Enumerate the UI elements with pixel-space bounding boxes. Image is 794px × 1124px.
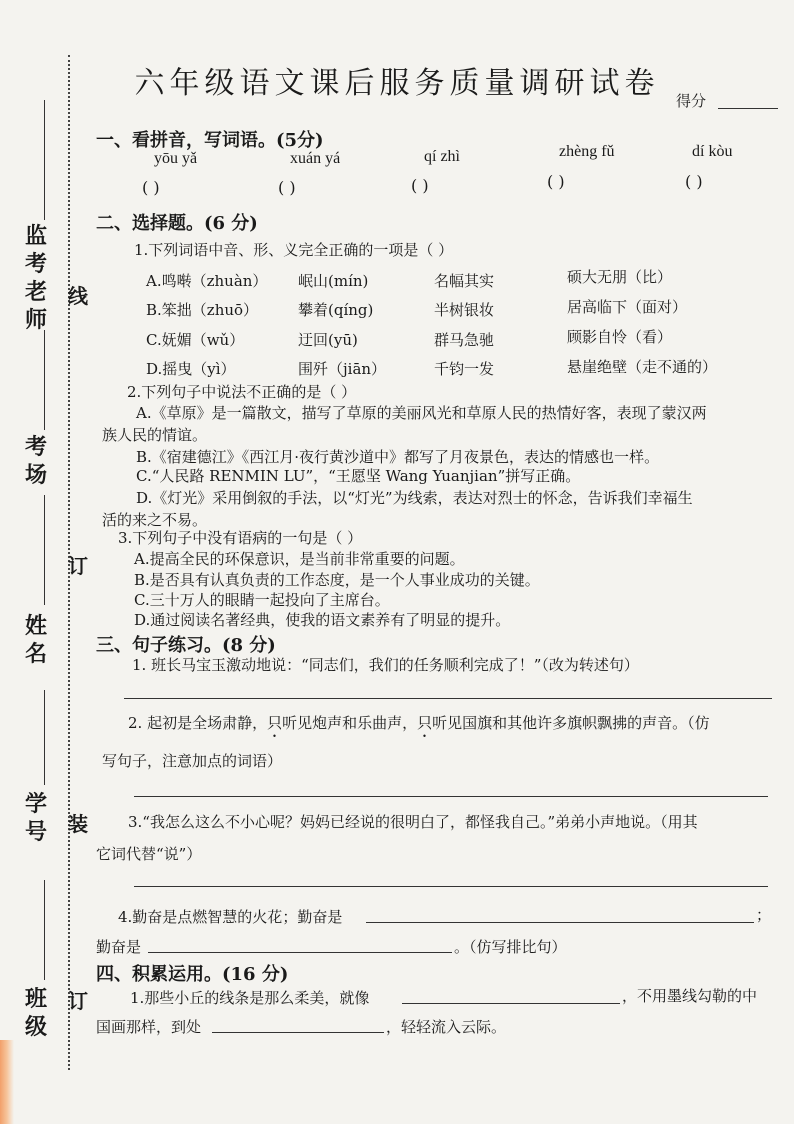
q2-1-d-1: D.摇曳（yì） (146, 360, 236, 378)
q4-1-line1-end: ，不用墨线勾勒的中 (622, 987, 758, 1005)
q2-1-d-4: 悬崖绝壁（走不通的） (567, 358, 718, 376)
q2-2-c: C.“人民路 RENMIN LU”，“王愿坚 Wang Yuanjian”拼写正确。 (136, 467, 581, 485)
q4-1-line2-start: 国画那样，到处 (96, 1018, 202, 1036)
q3-1-answer-line[interactable] (124, 698, 772, 699)
q3-1-text: 1. 班长马宝玉激动地说：“同志们，我们的任务顺利完成了！”（改为转述句） (132, 656, 639, 674)
score-line (718, 108, 778, 109)
q2-1-b-2: 攀着(qíng) (298, 301, 374, 319)
page-edge-shadow (0, 1040, 14, 1124)
q2-3-a: A.提高全民的环保意识，是当前非常重要的问题。 (134, 550, 465, 568)
q4-1-line2-end: ，轻轻流入云际。 (386, 1018, 507, 1036)
q2-1-c-1: C.妩媚（wǔ） (146, 331, 245, 349)
q2-1-c-4: 顾影自怜（看） (567, 328, 673, 346)
q4-1-line1-start: 1.那些小丘的线条是那么柔美，就像 (130, 989, 370, 1007)
q2-1-a-4: 硕大无朋（比） (567, 268, 673, 286)
q2-3-c: C.三十万人的眼睛一起投向了主席台。 (134, 591, 390, 609)
q4-1-blank-1[interactable] (402, 1003, 620, 1004)
q2-1-c-3: 群马急驰 (434, 331, 495, 349)
emphasis-char-1: 只 (267, 714, 283, 732)
binding-mark-ding: 订 (68, 554, 88, 578)
invigilator-line (44, 100, 45, 220)
q3-3-line1: 3.“我怎么这么不小心呢？妈妈已经说的很明白了，都怪我自己。”弟弟小声地说。（用其 (128, 813, 698, 831)
binding-mark-ding-2: 订 (68, 989, 88, 1013)
q2-1-a-1: A.鸣啭（zhuàn） (146, 272, 268, 290)
q2-1-b-3: 半树银妆 (434, 301, 495, 319)
q2-2-d-line2: 活的来之不易。 (102, 511, 208, 529)
q2-1-b-4: 居高临下（面对） (567, 298, 688, 316)
q2-3-d: D.通过阅读名著经典，使我的语文素养有了明显的提升。 (134, 611, 511, 629)
student-id-line (44, 690, 45, 785)
answer-bracket-3[interactable]: ( ) (411, 176, 429, 195)
q2-1-d-3: 千钧一发 (434, 360, 495, 378)
q3-2-line2: 写句子，注意加点的词语） (102, 752, 283, 770)
q2-3-b: B.是否具有认真负责的工作态度，是一个人事业成功的关键。 (134, 571, 540, 589)
section2-heading: 二、选择题。(6 分) (96, 213, 258, 234)
q3-4-line1-start: 4.勤奋是点燃智慧的火花；勤奋是 (118, 908, 343, 926)
q3-4-blank-2[interactable] (148, 952, 452, 953)
q3-2-answer-line[interactable] (134, 796, 768, 797)
binding-mark-xian: 线 (68, 284, 88, 308)
q2-2-d-line1: D.《灯光》采用倒叙的手法，以“灯光”为线索，表达对烈士的怀念，告诉我们幸福生 (136, 489, 693, 507)
q2-3-stem: 3.下列句子中没有语病的一句是（ ） (118, 529, 363, 547)
section1-heading: 一、看拼音，写词语。(5分) (96, 130, 324, 151)
field-class: 班级 (24, 986, 47, 1040)
answer-bracket-4[interactable]: ( ) (547, 172, 565, 191)
binding-mark-zhuang: 装 (68, 812, 88, 836)
answer-bracket-1[interactable]: ( ) (142, 178, 160, 197)
field-name: 姓名 (24, 613, 47, 667)
class-line (44, 880, 45, 980)
exam-room-line (44, 330, 45, 430)
q3-4-line2-start: 勤奋是 (96, 938, 142, 956)
q3-4-blank-1[interactable] (366, 922, 754, 923)
q3-4-line1-end: ； (756, 906, 772, 924)
q2-1-b-1: B.笨拙（zhuō） (146, 301, 259, 319)
pinyin-1: yōu yǎ (154, 150, 198, 167)
q2-1-stem: 1.下列词语中音、形、义完全正确的一项是（ ） (134, 241, 454, 259)
pinyin-2: xuán yá (290, 150, 341, 167)
q4-1-blank-2[interactable] (212, 1032, 384, 1033)
section3-heading: 三、句子练习。(8 分) (96, 635, 276, 656)
q2-2-b: B.《宿建德江》《西江月·夜行黄沙道中》都写了月夜景色，表达的情感也一样。 (136, 448, 660, 466)
q2-1-d-2: 围歼（jiān） (298, 360, 387, 378)
q3-2-line1: 2. 起初是全场肃静，只听见炮声和乐曲声，只听见国旗和其他许多旗帜飘拂的声音。（仿 (128, 714, 710, 732)
q2-2-a-line1: A.《草原》是一篇散文，描写了草原的美丽风光和草原人民的热情好客，表现了蒙汉两 (136, 404, 707, 422)
q3-3-answer-line[interactable] (134, 886, 768, 887)
score-label: 得分 (676, 92, 707, 110)
q2-2-a-line2: 族人民的情谊。 (102, 426, 208, 444)
pinyin-4: zhèng fǔ (559, 143, 615, 160)
q2-1-c-2: 迂回(yū) (298, 331, 358, 349)
q2-1-a-2: 岷山(mín) (298, 272, 369, 290)
page-title: 六年级语文课后服务质量调研试卷 (134, 66, 660, 101)
name-line (44, 495, 45, 605)
q2-1-a-3: 名幅其实 (434, 272, 495, 290)
q2-2-stem: 2.下列句子中说法不正确的是（ ） (127, 383, 357, 401)
q3-4-line2-end: 。（仿写排比句） (454, 938, 567, 956)
pinyin-3: qí zhì (424, 148, 460, 165)
answer-bracket-5[interactable]: ( ) (685, 172, 703, 191)
emphasis-char-2: 只 (417, 714, 433, 732)
field-student-id: 学号 (24, 791, 47, 845)
field-exam-room: 考场 (24, 434, 47, 488)
answer-bracket-2[interactable]: ( ) (278, 178, 296, 197)
field-invigilator: 监考老师 (24, 223, 47, 333)
pinyin-5: dí kòu (692, 143, 733, 160)
section4-heading: 四、积累运用。(16 分) (96, 964, 289, 985)
q3-3-line2: 它词代替“说”） (96, 845, 202, 863)
